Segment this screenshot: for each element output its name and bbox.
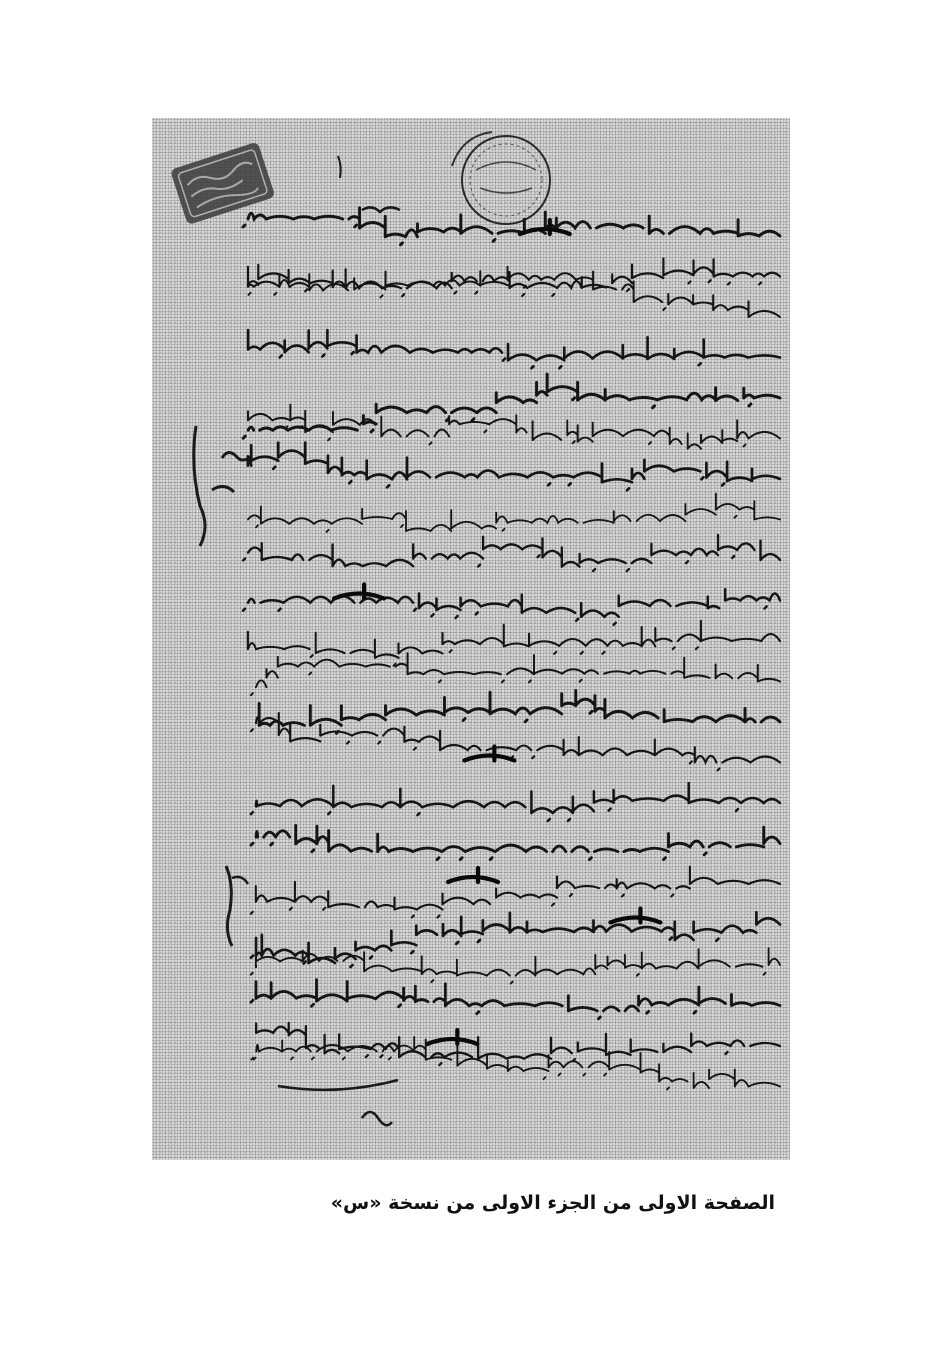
round-seal-icon <box>452 132 550 224</box>
manuscript-line <box>248 494 780 532</box>
manuscript-line <box>251 912 780 967</box>
manuscript-line <box>250 980 780 1019</box>
margin-note-left-1 <box>194 426 252 546</box>
manuscript-line <box>250 653 780 695</box>
rubric-word <box>610 909 660 923</box>
manuscript-line <box>251 1037 780 1090</box>
closing-flourish <box>278 1080 398 1090</box>
manuscript-line <box>243 374 780 438</box>
manuscript-line <box>251 783 780 821</box>
manuscript-line <box>248 259 780 297</box>
manuscript-line <box>251 825 780 859</box>
page-number-mark <box>338 156 341 178</box>
seal-stamp-icon <box>170 142 275 226</box>
heading-mark <box>362 207 400 212</box>
rubric-word <box>448 868 498 882</box>
manuscript-line <box>243 535 780 571</box>
rubric-word <box>427 1030 477 1044</box>
manuscript-lines <box>242 208 780 1090</box>
manuscript-line <box>251 947 780 983</box>
manuscript-line <box>253 691 780 734</box>
caption: الصفحة الاولى من الجزء الاولى من نسخة «س» <box>330 1192 775 1214</box>
manuscript-page-icon <box>152 118 790 1160</box>
rubric-word <box>334 585 384 599</box>
manuscript-line <box>242 589 780 625</box>
manuscript-image <box>152 118 790 1160</box>
manuscript-line <box>251 867 780 918</box>
manuscript-line <box>248 267 780 317</box>
manuscript-line <box>248 443 780 491</box>
manuscript-line <box>243 208 780 245</box>
manuscript-line <box>256 1023 780 1065</box>
manuscript-line <box>248 330 780 368</box>
margin-note-left-2 <box>226 866 248 946</box>
